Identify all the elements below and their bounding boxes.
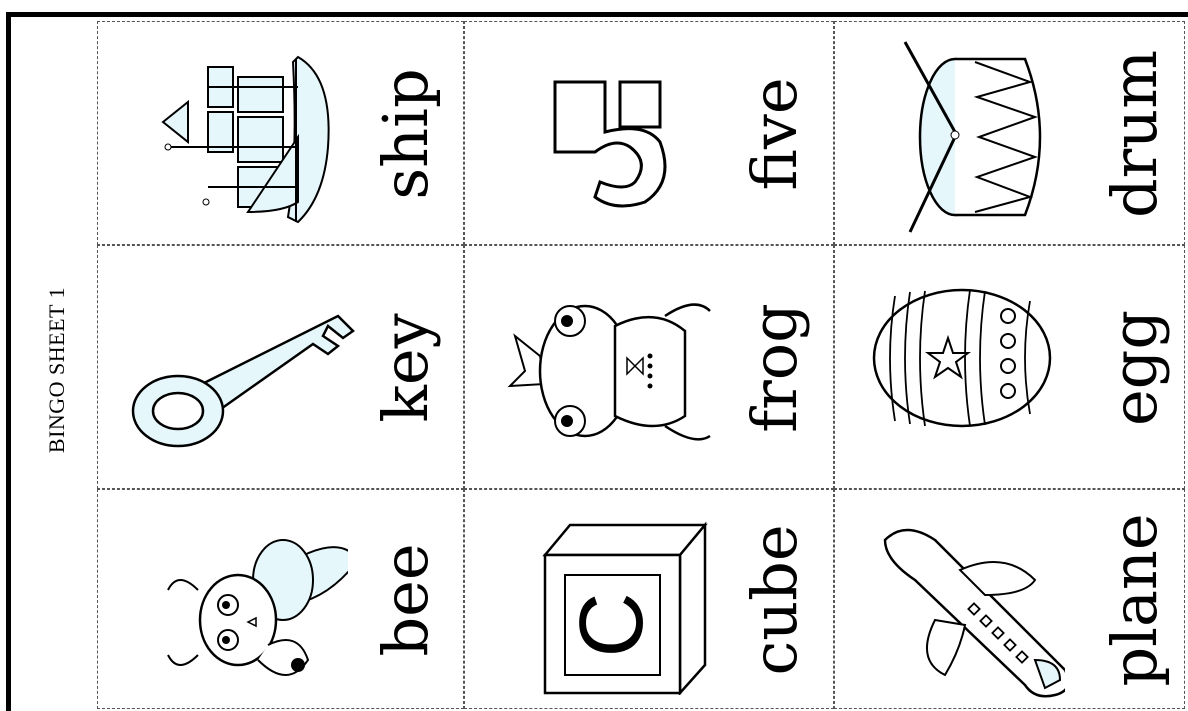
card-word-plane: plane: [1098, 513, 1171, 687]
card-word-egg: egg: [1098, 309, 1171, 427]
card-key: [97, 245, 464, 489]
card-five: [464, 21, 834, 245]
frog-prince-icon: [485, 266, 725, 476]
easter-egg-icon: [870, 286, 1060, 436]
card-word-five: five: [738, 77, 811, 191]
card-word-cube: cube: [738, 524, 811, 676]
card-bee: [97, 489, 464, 709]
card-ship: [97, 21, 464, 245]
key-icon: [128, 276, 368, 466]
card-word-frog: frog: [738, 303, 811, 433]
svg-text:C: C: [562, 592, 662, 658]
card-word-key: key: [369, 313, 442, 423]
frame-top-border: [6, 12, 1188, 17]
card-word-ship: ship: [369, 68, 442, 200]
airplane-icon: [875, 510, 1065, 700]
bee-icon: [158, 510, 348, 700]
card-egg: [834, 245, 1185, 489]
card-word-drum: drum: [1098, 49, 1171, 219]
card-drum: [834, 21, 1185, 245]
card-word-bee: bee: [369, 543, 442, 657]
card-plane: [834, 489, 1185, 709]
number-five-icon: [535, 62, 705, 212]
bingo-grid: [97, 21, 1185, 709]
ship-icon: [148, 37, 338, 227]
card-cube: [464, 489, 834, 709]
frame-left-border: [6, 12, 11, 711]
sheet-title-text: BINGO SHEET 1: [44, 286, 69, 454]
drum-icon: [895, 37, 1075, 237]
card-frog: [464, 245, 834, 489]
letter-block-icon: [530, 515, 720, 695]
